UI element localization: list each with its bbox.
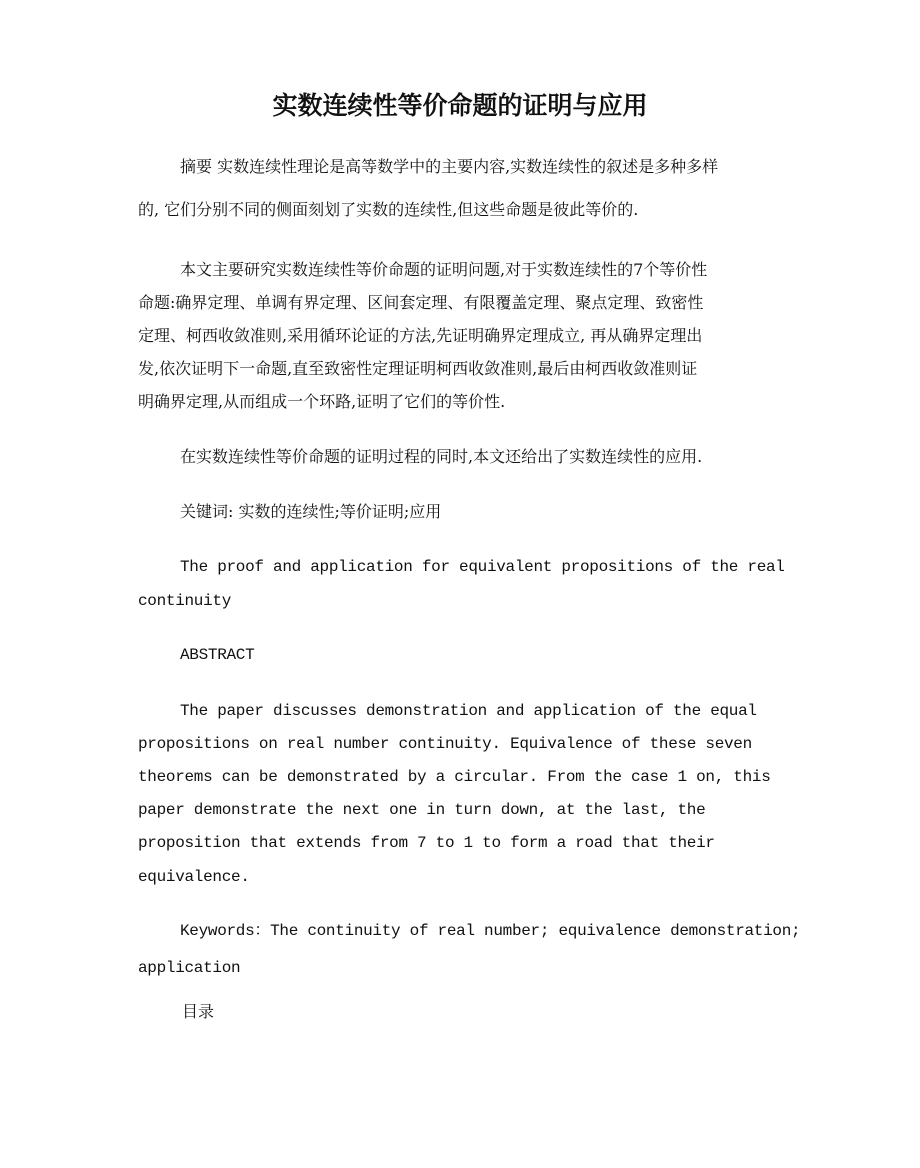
text-line: 本文主要研究实数连续性等价命题的证明问题,对于实数连续性的7个等价性 [180, 260, 708, 279]
text-line: 明确界定理,从而组成一个环路,证明了它们的等价性. [138, 392, 506, 411]
text-line: 命题:确界定理、单调有界定理、区间套定理、有限覆盖定理、聚点定理、致密性 [138, 293, 704, 312]
text-line: theorems can be demonstrated by a circular. From the case 1 on, this [138, 768, 771, 786]
text-line: The proof and application for equivalent propositions of the real [180, 558, 785, 576]
text-line: 的, 它们分别不同的侧面刻划了实数的连续性,但这些命题是彼此等价的. [138, 200, 639, 219]
text-line: proposition that extends from 7 to 1 to form a road that their [138, 834, 715, 852]
text-line: Keywords：The continuity of real number; equivalence demonstration; [180, 922, 801, 940]
text-line: The paper discusses demonstration and application of the equal [180, 702, 757, 720]
text-line: 摘要 实数连续性理论是高等数学中的主要内容,实数连续性的叙述是多种多样 [180, 157, 719, 176]
text-line: paper demonstrate the next one in turn down, at the last, the [138, 801, 706, 819]
text-line: continuity [138, 592, 232, 610]
text-line: 发,依次证明下一命题,直至致密性定理证明柯西收敛准则,最后由柯西收敛准则证 [138, 359, 698, 378]
keywords-cn: 关键词: 实数的连续性;等价证明;应用 [180, 502, 442, 521]
toc-heading: 目录 [182, 1002, 215, 1021]
application-cn: 在实数连续性等价命题的证明过程的同时,本文还给出了实数连续性的应用. [180, 447, 703, 466]
text-line: propositions on real number continuity. Equivalence of these seven [138, 735, 752, 753]
text-line: 定理、柯西收敛准则,采用循环论证的方法,先证明确界定理成立, 再从确界定理出 [138, 326, 703, 345]
abstract-heading-en: ABSTRACT [180, 646, 255, 664]
document-title: 实数连续性等价命题的证明与应用 [272, 91, 648, 120]
text-line: equivalence. [138, 868, 250, 886]
text-line: application [138, 959, 241, 977]
